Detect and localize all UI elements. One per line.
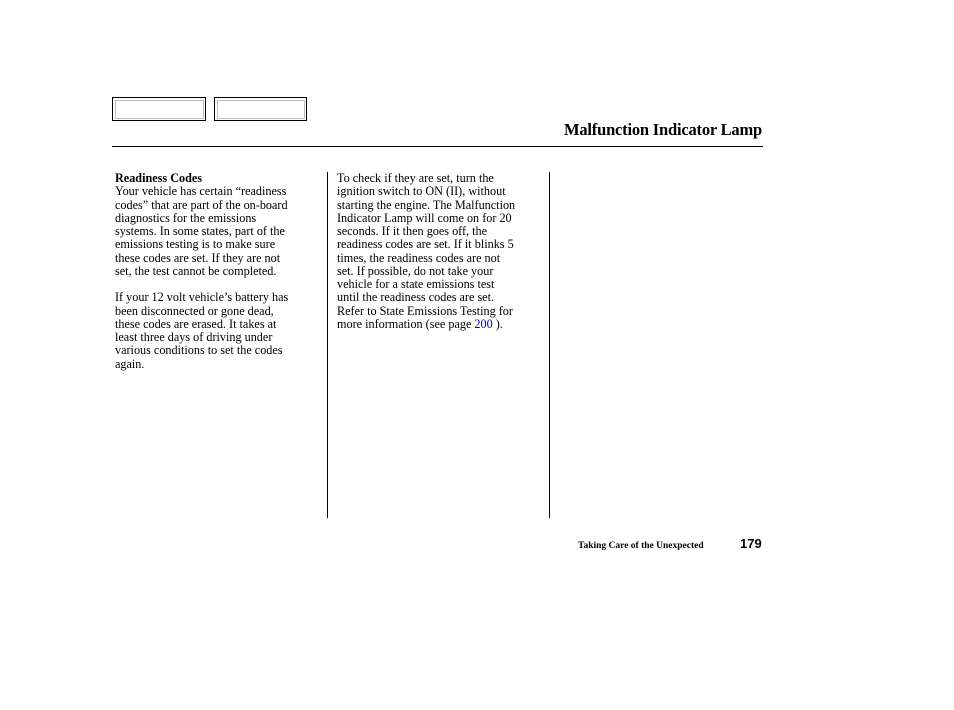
page-number: 179 bbox=[740, 536, 762, 551]
body-line: Refer to State Emissions Testing for bbox=[337, 303, 513, 318]
body-line: various conditions to set the codes bbox=[115, 343, 283, 358]
body-line: again. bbox=[115, 356, 145, 371]
column-divider bbox=[327, 172, 328, 518]
body-line: If your 12 volt vehicle’s battery has bbox=[115, 290, 289, 305]
body-line: set. If possible, do not take your bbox=[337, 263, 494, 278]
body-line: these codes are erased. It takes at bbox=[115, 316, 277, 331]
column-middle bbox=[337, 172, 542, 331]
body-line: systems. In some states, part of the bbox=[115, 224, 285, 238]
body-line: codes” that are part of the on-board bbox=[115, 197, 288, 212]
body-text: ). bbox=[492, 316, 503, 331]
body-line: Your vehicle has certain “readiness bbox=[115, 184, 287, 199]
body-line: these codes are set. If they are not bbox=[115, 250, 281, 265]
section-name: Taking Care of the Unexpected bbox=[578, 541, 704, 551]
body-line: emissions testing is to make sure bbox=[115, 237, 276, 252]
title-rule bbox=[112, 146, 763, 147]
body-line: readiness codes are set. If it blinks 5 bbox=[337, 237, 514, 252]
body-line: been disconnected or gone dead, bbox=[115, 303, 274, 318]
body-line: Indicator Lamp will come on for 20 bbox=[337, 210, 512, 225]
body-line: To check if they are set, turn the bbox=[337, 171, 494, 185]
body-line: vehicle for a state emissions test bbox=[337, 277, 495, 291]
body-line: times, the readiness codes are not bbox=[337, 250, 501, 265]
column-left bbox=[115, 172, 320, 371]
paragraph-gap bbox=[115, 278, 320, 291]
previous-page-button[interactable] bbox=[112, 97, 206, 121]
column-divider bbox=[549, 172, 550, 518]
body-line-with-link bbox=[337, 318, 542, 331]
next-page-button[interactable] bbox=[214, 97, 307, 121]
page-title: Malfunction Indicator Lamp bbox=[563, 120, 762, 139]
body-line: until the readiness codes are set. bbox=[337, 290, 495, 305]
body-line: least three days of driving under bbox=[115, 330, 273, 344]
body-line: set, the test cannot be completed. bbox=[115, 263, 277, 278]
body-line: ignition switch to ON (II), without bbox=[337, 184, 506, 199]
body-line: seconds. If it then goes off, the bbox=[337, 224, 488, 238]
body-line: diagnostics for the emissions bbox=[115, 210, 257, 225]
section-heading: Readiness Codes bbox=[115, 171, 203, 185]
body-line: starting the engine. The Malfunction bbox=[337, 197, 516, 212]
page-reference-link[interactable]: 200 bbox=[474, 316, 493, 331]
body-text: more information (see page bbox=[337, 316, 475, 331]
